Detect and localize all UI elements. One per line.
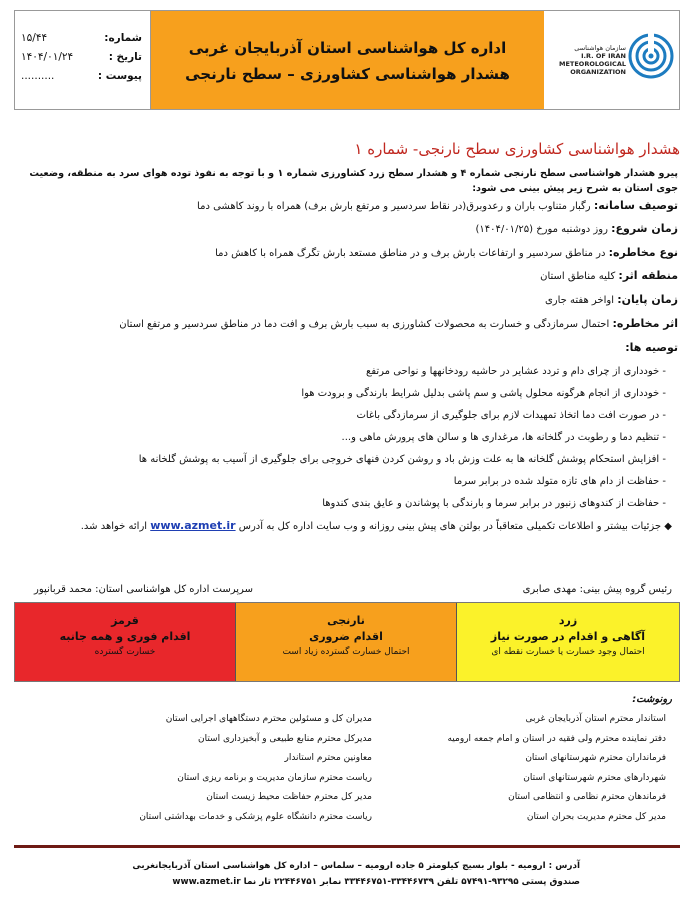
level-yellow [457,603,679,681]
recipient-item: مدیرکل محترم منابع طبیعی و آبخیزداری استان [197,733,372,744]
recipient-item: فرمانداران محترم شهرستانهای استان [525,753,666,763]
recommendation-item: - خودداری از چرای دام و تردد عشایر در حاشیه رودخانهها و نواحی مرتفع [366,366,666,377]
footer-divider [14,845,680,848]
number-row [21,29,142,48]
meteorological-organization-logo [544,11,679,109]
field-label: زمان شروع: [611,222,678,235]
document-title: هشدار هواشناسی کشاورزی سطح نارنجی- شماره ۱ [354,140,680,158]
date-value: ۱۴۰۴/۰۱/۲۴ [21,51,74,63]
field-label: زمان پایان: [617,293,678,306]
level-red [15,603,235,681]
recommendation-item: - افزایش استحکام پوشش گلخانه ها به علت وزش باد و روشن کردن فنهای خروجی برای جلوگیری از آسیب به پوشش گلخانه ها [138,454,666,465]
field-system-description [18,198,678,214]
contact-numbers: صندوق پستی ۹۳۲۹۵-۵۷۴۹۱ تلفن ۳۳۴۴۶۷۳۹-۳۳۴۴۶۷۵۱ نمابر ۲۲۴۴۶۷۵۱ تار نما [243,877,580,887]
number-label: شماره: [104,32,142,44]
level-action: اقدام فوری و همه جانبه [59,630,191,643]
field-hazard-impact [18,316,678,332]
attachment-row [21,67,142,86]
warning-levels-table [14,602,680,682]
field-value: در مناطق سردسیر و ارتفاعات بارش برف و در مناطق مستعد بارش تگرگ همراه با کاهش دما [215,248,606,259]
field-label: نوع مخاطره: [608,246,678,259]
level-name: زرد [558,614,578,627]
recommendation-item: - حفاظت از کندوهای زنبور در برابر سرما و بارندگی با پوشاندن و عایق بندی کندوها [322,498,666,509]
recipients-right-column [366,710,666,827]
logo-caption [548,44,626,76]
footer-website-link[interactable]: www.azmet.ir [172,877,241,887]
recipient-item: معاونین محترم استاندار [284,753,372,763]
level-description: خسارت گسترده [94,647,156,657]
recipient-item: ریاست محترم دانشگاه علوم پزشکی و خدمات بهداشتی استان [139,811,372,822]
recipient-item: شهردارهای محترم شهرستانهای استان [523,772,666,783]
level-action: اقدام ضروری [309,630,383,643]
recipient-item: فرماندهان محترم نظامی و انتظامی استان [508,792,666,802]
level-orange [235,603,457,681]
address-line: آدرس : ارومیه - بلوار بسیج کیلومتر ۵ جاده ارومیه – سلماس – اداره کل هواشناسی استان آذربایجانغربی [132,861,580,871]
logo-caption-fa: سازمان هواشناسی [574,44,626,52]
document-meta-box [15,11,151,109]
level-name: نارنجی [327,614,365,627]
footer-address [110,858,580,890]
recipient-item: مدیران کل و مسئولین محترم دستگاههای اجرایی استان [165,714,372,724]
warning-level-title: هشدار هواشناسی کشاورزی – سطح نارنجی [185,65,510,83]
header-title-band [151,11,544,109]
recommendation-item: - تنظیم دما و رطوبت در گلخانه ها، مرغداری ها و سالن های پرورش ماهی و... [341,432,666,443]
field-value: روز دوشنبه مورخ (۱۴۰۴/۰۱/۲۵) [475,224,608,235]
letter-page [14,10,680,900]
more-info-tail: ارائه خواهد شد. [80,521,148,532]
signature-row [14,582,680,600]
intro-paragraph: پیرو هشدار هواشناسی سطح نارنجی شماره ۴ و هشدار سطح زرد کشاورزی شماره ۱ و با توجه به نفوذ توده هوای سرد به منطقه، وضعیت جوی استان به شرح زیر پیش بینی می شود: [29,168,678,194]
level-name: قرمز [111,614,139,627]
field-affected-area [18,268,678,284]
recipient-item: دفتر نماینده محترم ولی فقیه در استان و امام جمعه ارومیه [447,733,666,744]
recipients-title: رونوشت: [632,694,672,705]
logo-caption-en: I.R. OF IRAN METEOROLOGICAL ORGANIZATION [559,52,626,76]
diamond-bullet-icon: ◆ [664,521,672,532]
director-signature: سرپرست اداره کل هواشناسی استان: محمد قربانپور [34,584,253,595]
more-info-line [12,518,672,534]
number-value: ۱۵/۴۴ [21,32,48,44]
more-info-text: جزئیات بیشتر و اطلاعات تکمیلی متعاقباً در بولتن های پیش بینی روزانه و وب سایت اداره کل به آدرس [238,521,662,532]
field-hazard-type [18,245,678,261]
date-row [21,48,142,67]
organization-title: اداره کل هواشناسی استان آذربایجان غربی [188,39,507,57]
date-label: تاریخ : [108,51,142,63]
attachment-label: پیوست : [97,70,142,82]
field-end-time [18,292,678,308]
recipient-item: مدیر کل محترم مدیریت بحران استان [526,811,666,822]
field-value: رگبار متناوب باران و رعدوبرق(در نقاط سردسیر و مرتفع بارش برف) همراه با روند کاهشی دما [197,201,591,212]
level-description: احتمال وجود خسارت یا خسارت نقطه ای [491,647,645,657]
letter-header [14,10,680,110]
field-start-time [18,221,678,237]
attachment-value: .......... [21,70,55,82]
recommendation-item: - خودداری از انجام هرگونه محلول پاشی و سم پاشی بدلیل شرایط بارندگی و برودت هوا [301,388,666,399]
field-value: احتمال سرمازدگی و خسارت به محصولات کشاورزی به سبب بارش برف و افت دما در مناطق سردسیر و مرتفع استان [119,319,610,330]
recommendation-item: - حفاظت از دام های تازه متولد شده در برابر سرما [453,476,666,487]
recipients-left-column [72,710,372,827]
forecast-head-signature: رئیس گروه پیش بینی: مهدی صابری [522,584,672,595]
recipient-item: ریاست محترم سازمان مدیریت و برنامه ریزی استان [177,772,372,783]
field-label: منطقه اثر: [618,269,678,282]
recommendations-title: توصیه ها: [625,341,678,354]
logo-emblem-icon [628,33,674,79]
recipient-item: استاندار محترم استان آذربایجان غربی [525,714,666,724]
level-description: احتمال خسارت گسترده زیاد است [282,647,410,657]
contact-line [110,874,580,890]
field-label: توصیف سامانه: [593,199,678,212]
field-value: اواخر هفته جاری [544,295,614,306]
recipient-item: مدیر کل محترم حفاظت محیط زیست استان [206,792,372,802]
recommendation-item: - در صورت افت دما اتخاذ تمهیدات لازم برای جلوگیری از سرمازدگی باغات [356,410,666,421]
field-label: اثر مخاطره: [612,317,678,330]
field-value: کلیه مناطق استان [540,271,616,282]
level-action: آگاهی و اقدام در صورت نیاز [490,630,646,643]
website-link[interactable]: www.azmet.ir [150,519,236,532]
